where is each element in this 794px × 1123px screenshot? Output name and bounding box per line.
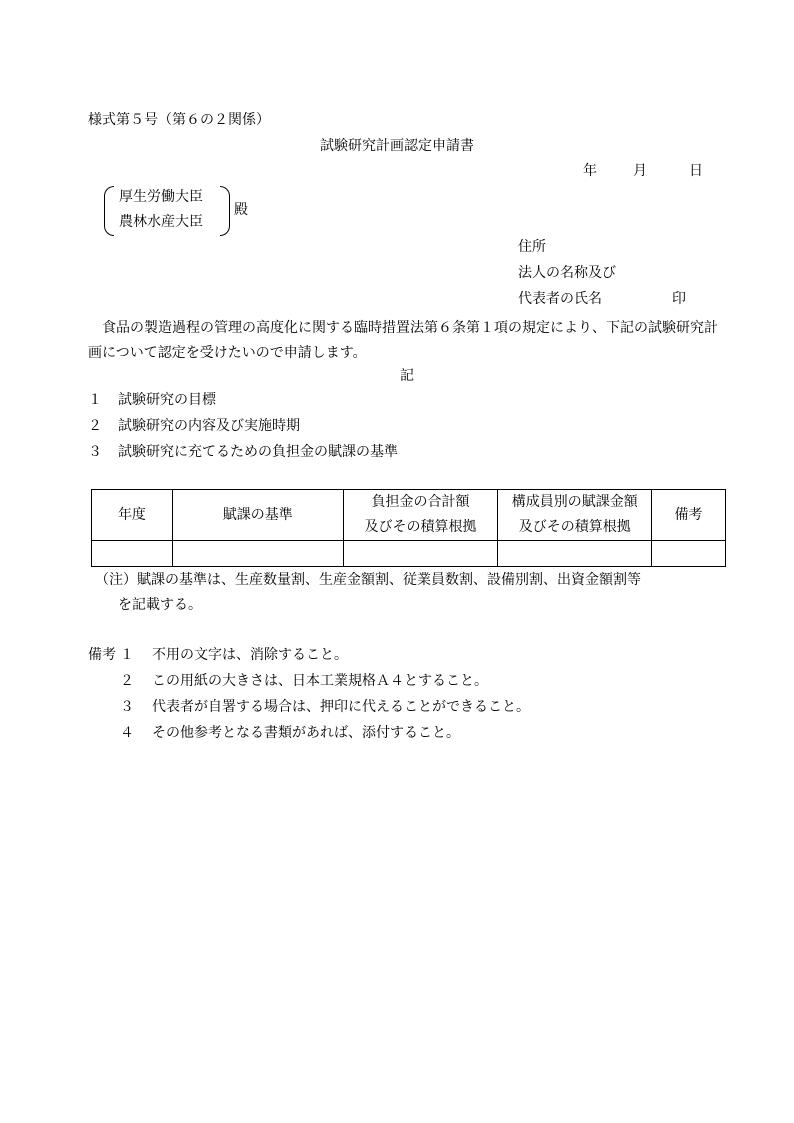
table-row <box>92 541 726 567</box>
header-levy-basis: 賦課の基準 <box>172 490 343 541</box>
remark-item <box>88 672 530 698</box>
remark-item <box>88 646 530 672</box>
header-fiscal-year: 年度 <box>92 490 173 541</box>
levy-table <box>91 489 726 567</box>
applicant-representative-line <box>518 290 686 316</box>
remark-number: ３ <box>120 699 134 715</box>
applicant-address-label: 住所 <box>518 239 546 255</box>
item-number: １ <box>88 392 102 408</box>
remark-number: ４ <box>120 725 134 741</box>
addressee-minister-agriculture: 農林水産大臣 <box>119 214 203 230</box>
right-brace <box>220 186 230 236</box>
date-year-label: 年 <box>583 163 597 179</box>
document-title: 試験研究計画認定申請書 <box>320 138 474 154</box>
remark-number: １ <box>120 647 134 663</box>
applicant-block <box>518 238 686 316</box>
form-number: 様式第５号（第６の２関係） <box>88 112 270 128</box>
item-text: 試験研究に充てるための負担金の賦課の基準 <box>118 444 398 460</box>
table-note <box>95 568 730 618</box>
table-cell <box>498 541 652 567</box>
remark-text: 代表者が自署する場合は、押印に代えることができること。 <box>152 699 530 715</box>
item-text: 試験研究の目標 <box>118 392 216 408</box>
remark-text: 不用の文字は、消除すること。 <box>152 647 348 663</box>
item-list <box>88 391 398 469</box>
seal-mark: 印 <box>672 291 686 307</box>
header-remarks: 備考 <box>652 490 726 541</box>
list-item <box>88 443 398 469</box>
item-number: ２ <box>88 418 102 434</box>
remark-item <box>88 724 530 750</box>
left-brace <box>104 186 114 236</box>
date-day-label: 日 <box>689 163 703 179</box>
list-item <box>88 391 398 417</box>
table-cell <box>172 541 343 567</box>
table-cell <box>652 541 726 567</box>
table-cell <box>343 541 498 567</box>
date-month-label: 月 <box>633 163 647 179</box>
table-header-row <box>92 490 726 541</box>
remark-item <box>88 698 530 724</box>
application-body-text: 食品の製造過程の管理の高度化に関する臨時措置法第６条第１項の規定により、下記の試験研究計画について認定を受けたいので申請します。 <box>88 320 718 361</box>
remark-text: その他参考となる書類があれば、添付すること。 <box>152 725 460 741</box>
note-text-line1: 賦課の基準は、生産数量割、生産金額割、従業員数割、設備別割、出資金額割等 <box>137 572 641 588</box>
ki-heading: 記 <box>400 368 414 384</box>
note-label: （注） <box>95 572 137 588</box>
remarks-label: 備考 <box>88 647 116 663</box>
applicant-corp-name-label: 法人の名称及び <box>518 265 616 281</box>
note-text-line2: を記載する。 <box>118 597 202 613</box>
header-total-burden: 負担金の合計額 及びその積算根拠 <box>343 490 498 541</box>
remarks-section <box>88 646 530 750</box>
item-number: ３ <box>88 444 102 460</box>
remark-text: この用紙の大きさは、日本工業規格Ａ４とすること。 <box>152 673 488 689</box>
applicant-representative-label: 代表者の氏名 <box>518 291 602 307</box>
table-cell <box>92 541 173 567</box>
remark-number: ２ <box>120 673 134 689</box>
date-line <box>583 162 703 180</box>
list-item <box>88 417 398 443</box>
addressee-minister-health: 厚生労働大臣 <box>119 189 203 205</box>
addressee-honorific: 殿 <box>234 202 248 218</box>
item-text: 試験研究の内容及び実施時期 <box>118 418 300 434</box>
header-member-levy: 構成員別の賦課金額 及びその積算根拠 <box>498 490 652 541</box>
